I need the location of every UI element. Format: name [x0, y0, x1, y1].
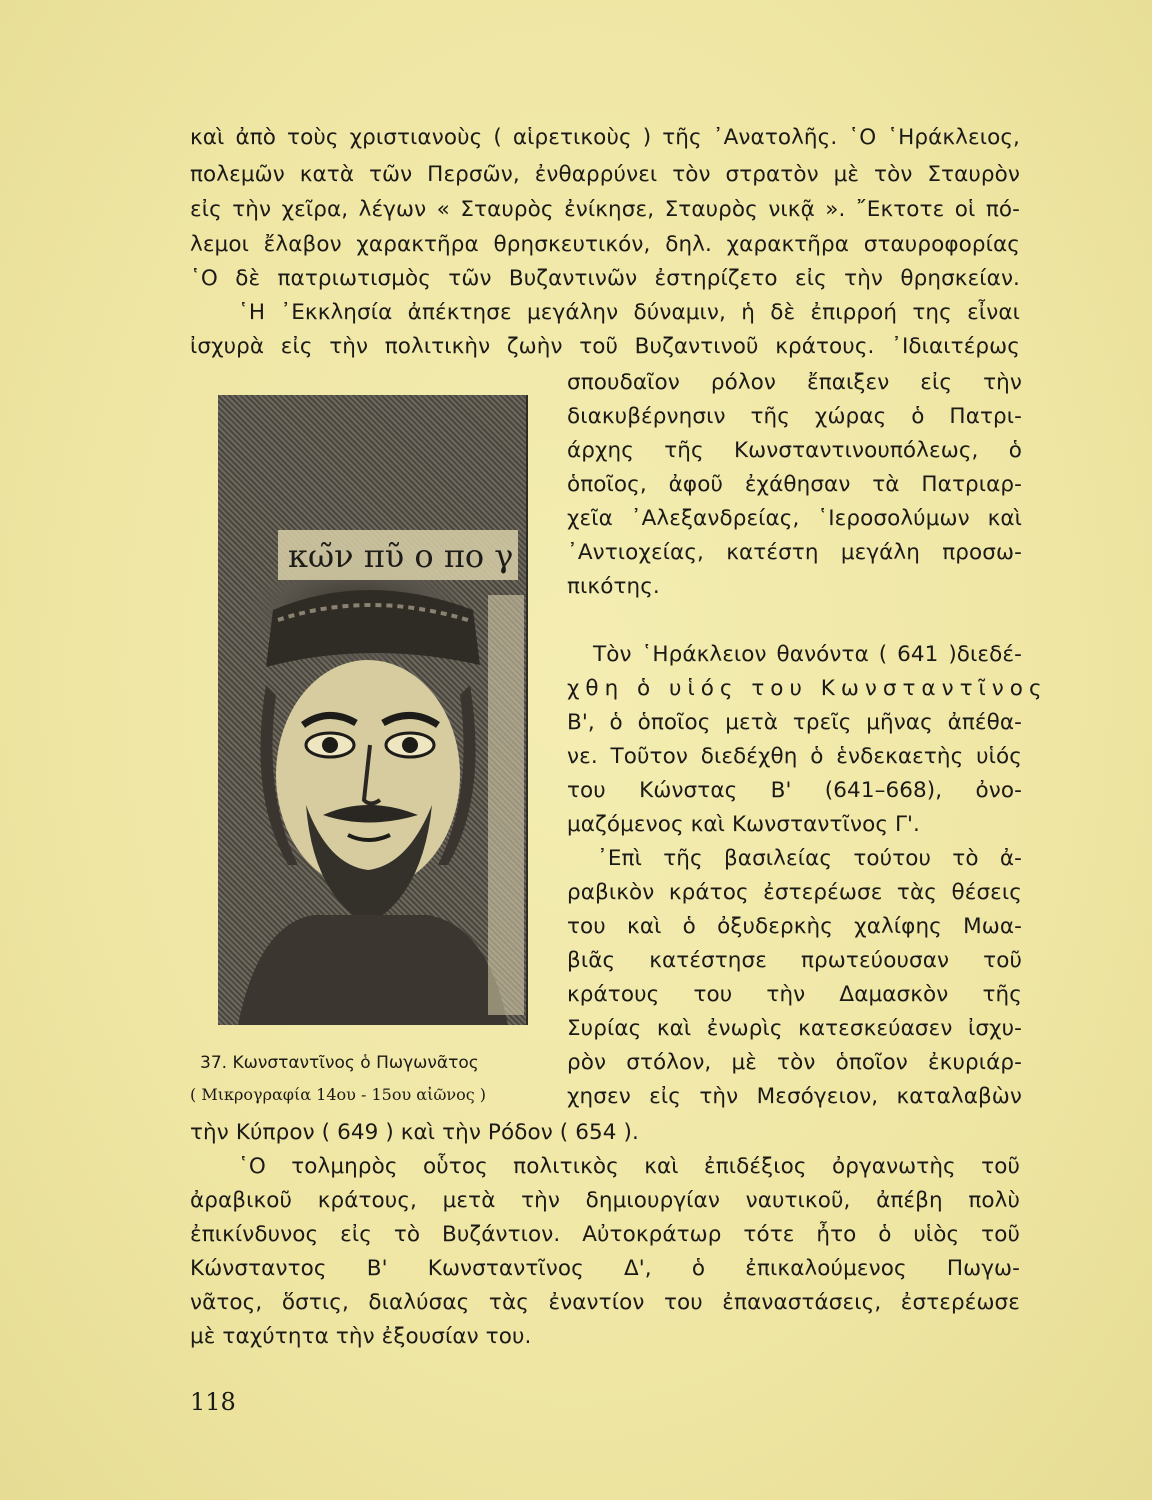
- text-line: ᾿Επὶ τῆς βασιλείας τούτου τὸ ἀ-: [597, 846, 1022, 871]
- page-number: 118: [190, 1388, 236, 1416]
- text-line: ρὸν στόλον, μὲ τὸν ὁποῖον ἐκυριάρ-: [567, 1050, 1022, 1075]
- portrait-figure: [218, 395, 528, 1025]
- text-line: Τὸν ῾Ηράκλειον θανόντα ( 641 )διεδέ-: [593, 642, 1022, 667]
- text-line: ἰσχυρὰ εἰς τὴν πολιτικὴν ζωὴν τοῦ Βυζαντινοῦ κράτους. ᾿Ιδιαιτέρως: [190, 334, 1020, 359]
- text-line: λεμοι ἔλαβον χαρακτῆρα θρησκευτικόν, δηλ. χαρακτῆρα σταυροφορίας: [190, 232, 1020, 257]
- text-line: του καὶ ὁ ὀξυδερκὴς χαλίφης Μωα-: [567, 914, 1022, 939]
- text-line: διακυβέρνησιν τῆς χώρας ὁ Πατρι-: [567, 404, 1022, 429]
- text-line: χησεν εἰς τὴν Μεσόγειον, καταλαβὼν: [567, 1084, 1022, 1109]
- text-line: βιᾶς κατέστησε πρωτεύουσαν τοῦ: [567, 948, 1022, 973]
- text-line: καὶ ἀπὸ τοὺς χριστιανοὺς ( αἱρετικοὺς ) τῆς ᾿Ανατολῆς. ῾Ο ῾Ηράκλειος,: [190, 125, 1020, 150]
- text-line: ᾿Αντιοχείας, κατέστη μεγάλη προσω-: [567, 540, 1022, 565]
- text-line: ὁποῖος, ἀφοῦ ἐχάθησαν τὰ Πατριαρ-: [567, 472, 1022, 497]
- figure-caption-title: 37. Κωνσταντῖνος ὁ Πωγωνᾶτος: [200, 1053, 479, 1073]
- text-line: Β', ὁ ὁποῖος μετὰ τρεῖς μῆνας ἀπέθα-: [567, 710, 1022, 735]
- text-line: ῾Ο δὲ πατριωτισμὸς τῶν Βυζαντινῶν ἐστηρίζετο εἰς τὴν θρησκείαν.: [190, 266, 1020, 291]
- byzantine-miniature-portrait-icon: [218, 395, 526, 1025]
- text-line: άρχης τῆς Κωνσταντινουπόλεως, ὁ: [567, 438, 1022, 463]
- text-line: σπουδαῖον ρόλον ἔπαιξεν εἰς τὴν: [567, 370, 1022, 395]
- text-line: Συρίας καὶ ἐνωρὶς κατεσκεύασεν ἰσχυ-: [567, 1016, 1022, 1041]
- text-line: του Κώνστας Β' (641–668), ὀνο-: [567, 778, 1022, 803]
- text-line: χθη ὁ υἱός του Κωνσταντῖνος: [567, 676, 1048, 701]
- text-line: ῾Η ᾿Εκκλησία ἀπέκτησε μεγάλην δύναμιν, ἡ δὲ ἐπιρροή της εἶναι: [238, 300, 1020, 325]
- text-line: πολεμῶν κατὰ τῶν Περσῶν, ἐνθαρρύνει τὸν στρατὸν μὲ τὸν Σταυρὸν: [190, 162, 1020, 187]
- text-line: νε. Τοῦτον διεδέχθη ὁ ἑνδεκαετὴς υἱός: [567, 744, 1022, 769]
- text-line: πικότης.: [567, 574, 660, 599]
- figure-inscription: κω̃ν πῦ ο πο γ: [288, 537, 514, 575]
- text-line: εἰς τὴν χεῖρα, λέγων « Σταυρὸς ἐνίκησε, Σταυρὸς νικᾷ ». ῎Εκτοτε οἱ πό-: [190, 197, 1020, 222]
- text-line: ῾Ο τολμηρὸς οὗτος πολιτικὸς καὶ ἐπιδέξιος ὀργανωτὴς τοῦ: [238, 1154, 1020, 1179]
- text-line: μὲ ταχύτητα τὴν ἐξουσίαν του.: [190, 1324, 532, 1349]
- text-line: νᾶτος, ὅστις, διαλύσας τὰς ἐναντίον του ἐπαναστάσεις, ἐστερέωσε: [190, 1290, 1020, 1315]
- text-line: Κώνσταντος Β' Κωνσταντῖνος Δ', ὁ ἐπικαλούμενος Πωγω-: [190, 1256, 1020, 1281]
- text-line: κράτους του τὴν Δαμασκὸν τῆς: [567, 982, 1022, 1007]
- text-line: μαζόμενος καὶ Κωνσταντῖνος Γ'.: [567, 812, 920, 837]
- text-line: χεῖα ᾿Αλεξανδρείας, ῾Ιεροσολύμων καὶ: [567, 506, 1022, 531]
- text-line: ἀραβικοῦ κράτους, μετὰ τὴν δημιουργίαν ναυτικοῦ, ἀπέβη πολὺ: [190, 1188, 1020, 1213]
- text-line: ἐπικίνδυνος εἰς τὸ Βυζάντιον. Αὐτοκράτωρ τότε ἦτο ὁ υἱὸς τοῦ: [190, 1222, 1020, 1247]
- text-line: τὴν Κύπρον ( 649 ) καὶ τὴν Ρόδον ( 654 ).: [190, 1120, 639, 1145]
- text-line: ραβικὸν κράτος ἐστερέωσε τὰς θέσεις: [567, 880, 1022, 905]
- figure-caption-subtitle: ( Μικρογραφία 14ου - 15ου αἰῶνος ): [190, 1085, 487, 1104]
